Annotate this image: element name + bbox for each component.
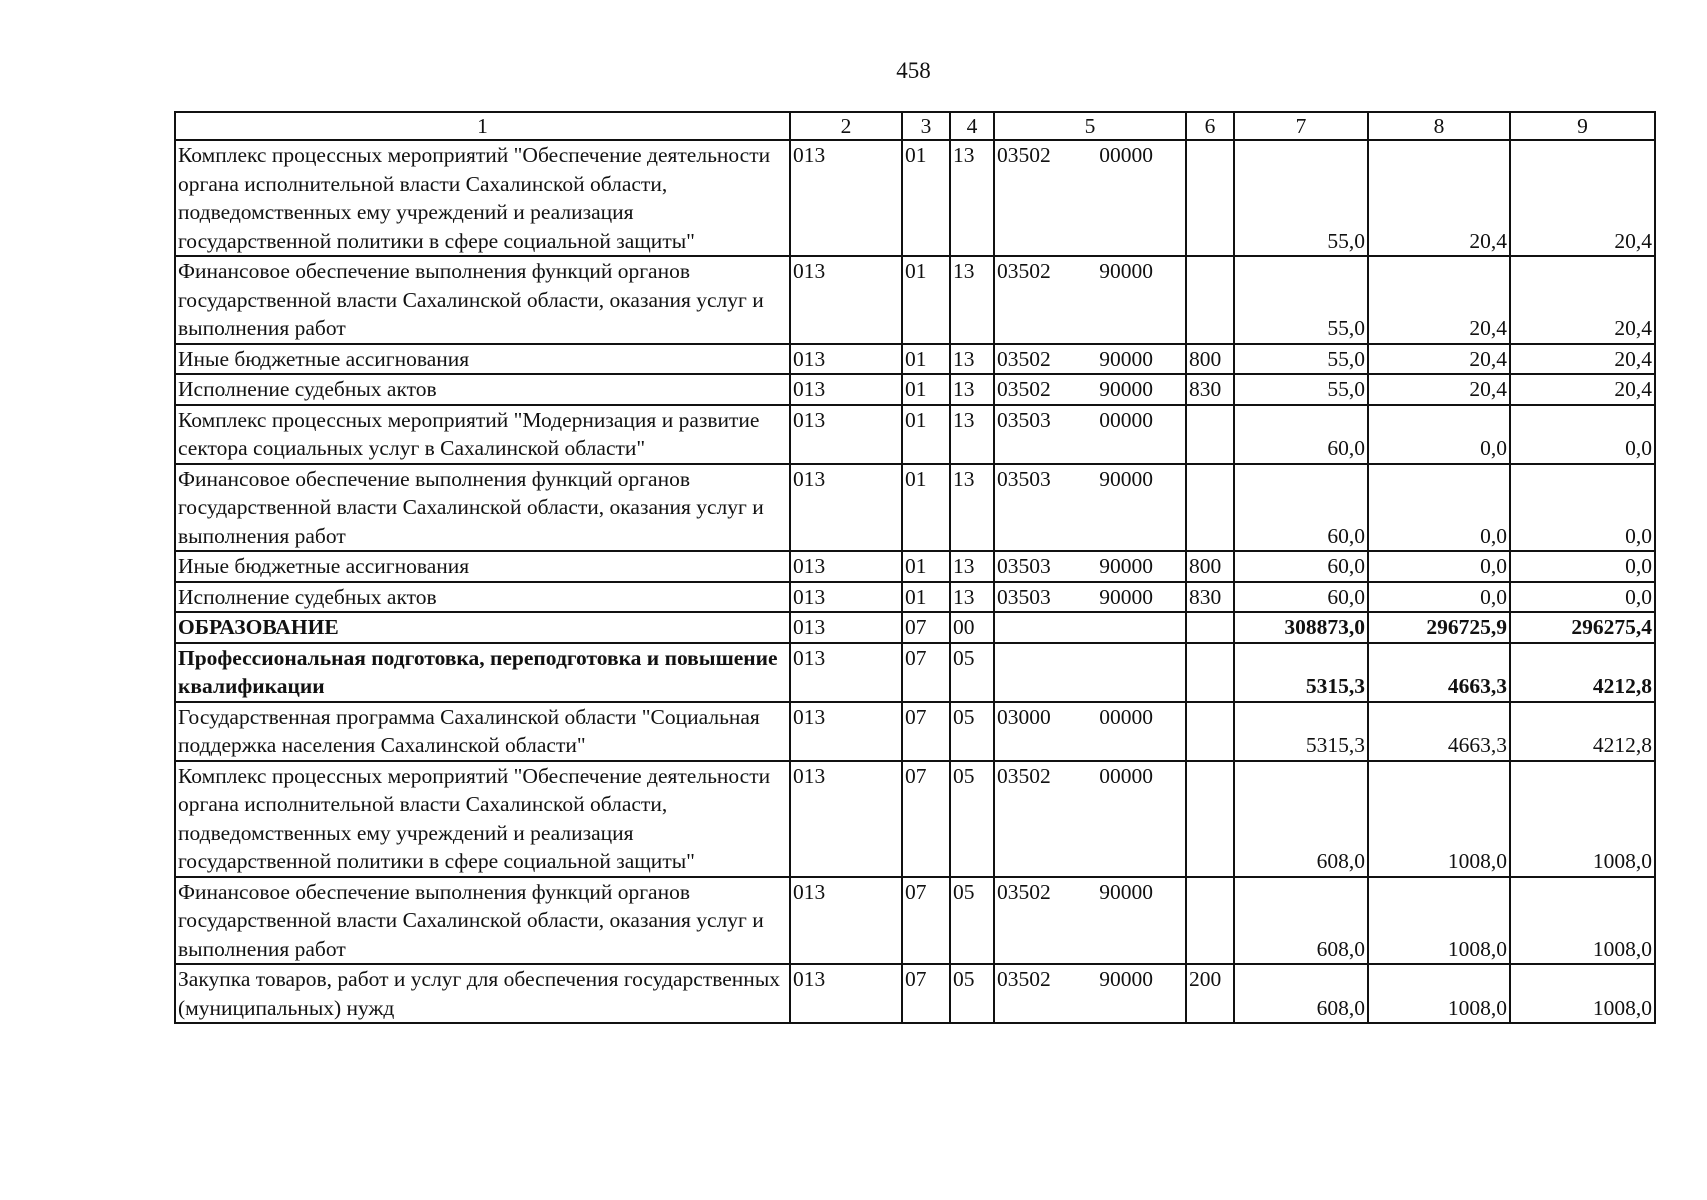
amount-col-7: 60,0 xyxy=(1234,582,1368,613)
amount-col-8: 0,0 xyxy=(1368,582,1510,613)
amount-col-9: 0,0 xyxy=(1510,405,1655,464)
target-article-code xyxy=(994,612,1186,643)
target-article-code xyxy=(994,140,1186,256)
target-article-program: 03503 xyxy=(997,466,1051,491)
expense-type-code xyxy=(1186,140,1234,256)
grbs-code: 013 xyxy=(790,877,902,965)
target-article-program: 03502 xyxy=(997,879,1051,904)
target-article-code xyxy=(994,964,1186,1023)
table-row xyxy=(175,702,1655,761)
subsection-code: 13 xyxy=(950,344,994,375)
table-row xyxy=(175,464,1655,552)
table-row xyxy=(175,140,1655,256)
grbs-code: 013 xyxy=(790,761,902,877)
expense-type-code xyxy=(1186,702,1234,761)
table-row xyxy=(175,344,1655,375)
subsection-code: 13 xyxy=(950,374,994,405)
target-article-direction: 90000 xyxy=(1099,466,1153,491)
row-name: Исполнение судебных актов xyxy=(175,582,790,613)
amount-col-8: 0,0 xyxy=(1368,464,1510,552)
grbs-code: 013 xyxy=(790,612,902,643)
section-code: 01 xyxy=(902,256,950,344)
row-name: Иные бюджетные ассигнования xyxy=(175,551,790,582)
section-code: 01 xyxy=(902,551,950,582)
target-article-code xyxy=(994,551,1186,582)
target-article-code xyxy=(994,582,1186,613)
table-row xyxy=(175,582,1655,613)
amount-col-9: 0,0 xyxy=(1510,582,1655,613)
expense-type-code xyxy=(1186,256,1234,344)
amount-col-9: 20,4 xyxy=(1510,344,1655,375)
amount-col-9: 296275,4 xyxy=(1510,612,1655,643)
amount-col-7: 60,0 xyxy=(1234,405,1368,464)
target-article-direction: 90000 xyxy=(1099,584,1153,609)
section-code: 07 xyxy=(902,612,950,643)
expense-type-code xyxy=(1186,405,1234,464)
target-article-code xyxy=(994,761,1186,877)
table-row xyxy=(175,643,1655,702)
subsection-code: 05 xyxy=(950,702,994,761)
amount-col-8: 20,4 xyxy=(1368,256,1510,344)
target-article-program: 03502 xyxy=(997,143,1051,167)
section-code: 07 xyxy=(902,964,950,1023)
amount-col-9: 0,0 xyxy=(1510,464,1655,552)
grbs-code: 013 xyxy=(790,374,902,405)
target-article-code xyxy=(994,877,1186,965)
amount-col-7: 308873,0 xyxy=(1234,612,1368,643)
amount-col-8: 1008,0 xyxy=(1368,964,1510,1023)
expense-type-code: 830 xyxy=(1186,374,1234,405)
column-header: 1 xyxy=(175,112,790,140)
row-name: Финансовое обеспечение выполнения функций органов государственной власти Сахалинской области, оказания услуг и выполнения работ xyxy=(175,464,790,552)
table-row xyxy=(175,761,1655,877)
amount-col-8: 20,4 xyxy=(1368,140,1510,256)
amount-col-7: 5315,3 xyxy=(1234,702,1368,761)
amount-col-9: 20,4 xyxy=(1510,256,1655,344)
subsection-code: 13 xyxy=(950,256,994,344)
target-article-code xyxy=(994,405,1186,464)
budget-table xyxy=(174,111,1656,1024)
target-article-program: 03503 xyxy=(997,407,1051,432)
target-article-program: 03503 xyxy=(997,584,1051,609)
expense-type-code xyxy=(1186,877,1234,965)
table-row xyxy=(175,964,1655,1023)
amount-col-8: 4663,3 xyxy=(1368,643,1510,702)
amount-col-7: 60,0 xyxy=(1234,551,1368,582)
subsection-code: 13 xyxy=(950,582,994,613)
expense-type-code xyxy=(1186,643,1234,702)
table-row xyxy=(175,551,1655,582)
expense-type-code: 830 xyxy=(1186,582,1234,613)
column-header: 4 xyxy=(950,112,994,140)
target-article-code xyxy=(994,643,1186,702)
expense-type-code xyxy=(1186,464,1234,552)
amount-col-9: 4212,8 xyxy=(1510,702,1655,761)
target-article-direction: 90000 xyxy=(1099,879,1153,904)
target-article-program: 03502 xyxy=(997,346,1051,371)
target-article-direction: 00000 xyxy=(1099,407,1153,432)
row-name: Комплекс процессных мероприятий "Обеспечение деятельности органа исполнительной власти Сахалинской области, подведомственных ему учреждений и реализация государственной политики в сфере социальной защиты" xyxy=(175,761,790,877)
expense-type-code: 200 xyxy=(1186,964,1234,1023)
target-article-direction: 90000 xyxy=(1099,377,1153,401)
subsection-code: 05 xyxy=(950,643,994,702)
amount-col-7: 55,0 xyxy=(1234,140,1368,256)
subsection-code: 13 xyxy=(950,464,994,552)
target-article-program: 03502 xyxy=(997,763,1051,788)
target-article-program: 03503 xyxy=(997,554,1051,578)
amount-col-8: 1008,0 xyxy=(1368,877,1510,965)
amount-col-9: 20,4 xyxy=(1510,140,1655,256)
section-code: 01 xyxy=(902,374,950,405)
target-article-direction: 90000 xyxy=(1099,967,1153,991)
target-article-code xyxy=(994,344,1186,375)
column-header: 9 xyxy=(1510,112,1655,140)
target-article-program: 03502 xyxy=(997,967,1051,991)
row-name: Комплекс процессных мероприятий "Обеспечение деятельности органа исполнительной власти Сахалинской области, подведомственных ему учреждений и реализация государственной политики в сфере социальной защиты" xyxy=(175,140,790,256)
grbs-code: 013 xyxy=(790,344,902,375)
grbs-code: 013 xyxy=(790,551,902,582)
target-article-direction: 90000 xyxy=(1099,346,1153,371)
amount-col-9: 0,0 xyxy=(1510,551,1655,582)
grbs-code: 013 xyxy=(790,582,902,613)
section-code: 01 xyxy=(902,464,950,552)
target-article-program: 03502 xyxy=(997,377,1051,401)
table-header-row xyxy=(175,112,1655,140)
amount-col-8: 296725,9 xyxy=(1368,612,1510,643)
target-article-direction: 00000 xyxy=(1099,704,1153,729)
amount-col-8: 0,0 xyxy=(1368,551,1510,582)
target-article-code xyxy=(994,256,1186,344)
section-code: 01 xyxy=(902,344,950,375)
subsection-code: 13 xyxy=(950,551,994,582)
target-article-direction: 90000 xyxy=(1099,554,1153,578)
amount-col-8: 0,0 xyxy=(1368,405,1510,464)
section-code: 01 xyxy=(902,405,950,464)
target-article-program: 03502 xyxy=(997,259,1051,283)
column-header: 3 xyxy=(902,112,950,140)
table-row xyxy=(175,374,1655,405)
target-article-direction: 90000 xyxy=(1099,259,1153,283)
section-code: 07 xyxy=(902,643,950,702)
target-article-code xyxy=(994,702,1186,761)
section-code: 07 xyxy=(902,877,950,965)
row-name: Иные бюджетные ассигнования xyxy=(175,344,790,375)
amount-col-8: 20,4 xyxy=(1368,344,1510,375)
amount-col-7: 55,0 xyxy=(1234,256,1368,344)
row-name: Комплекс процессных мероприятий "Модернизация и развитие сектора социальных услуг в Сахалинской области" xyxy=(175,405,790,464)
section-code: 01 xyxy=(902,582,950,613)
target-article-direction: 00000 xyxy=(1099,763,1153,788)
amount-col-9: 1008,0 xyxy=(1510,877,1655,965)
amount-col-7: 608,0 xyxy=(1234,877,1368,965)
subsection-code: 05 xyxy=(950,761,994,877)
subsection-code: 05 xyxy=(950,877,994,965)
section-code: 01 xyxy=(902,140,950,256)
table-row xyxy=(175,405,1655,464)
grbs-code: 013 xyxy=(790,964,902,1023)
subsection-code: 00 xyxy=(950,612,994,643)
table-row xyxy=(175,877,1655,965)
section-code: 07 xyxy=(902,761,950,877)
target-article-code xyxy=(994,464,1186,552)
table-row xyxy=(175,256,1655,344)
amount-col-7: 60,0 xyxy=(1234,464,1368,552)
amount-col-8: 1008,0 xyxy=(1368,761,1510,877)
column-header: 6 xyxy=(1186,112,1234,140)
expense-type-code: 800 xyxy=(1186,551,1234,582)
row-name: Закупка товаров, работ и услуг для обеспечения государственных (муниципальных) нужд xyxy=(175,964,790,1023)
grbs-code: 013 xyxy=(790,405,902,464)
row-name: Финансовое обеспечение выполнения функций органов государственной власти Сахалинской области, оказания услуг и выполнения работ xyxy=(175,256,790,344)
row-name: ОБРАЗОВАНИЕ xyxy=(175,612,790,643)
section-code: 07 xyxy=(902,702,950,761)
target-article-direction: 00000 xyxy=(1099,143,1153,167)
amount-col-8: 20,4 xyxy=(1368,374,1510,405)
amount-col-7: 5315,3 xyxy=(1234,643,1368,702)
subsection-code: 13 xyxy=(950,140,994,256)
grbs-code: 013 xyxy=(790,256,902,344)
row-name: Исполнение судебных актов xyxy=(175,374,790,405)
amount-col-9: 1008,0 xyxy=(1510,761,1655,877)
row-name: Профессиональная подготовка, переподготовка и повышение квалификации xyxy=(175,643,790,702)
column-header: 7 xyxy=(1234,112,1368,140)
amount-col-8: 4663,3 xyxy=(1368,702,1510,761)
target-article-code xyxy=(994,374,1186,405)
expense-type-code xyxy=(1186,612,1234,643)
amount-col-9: 20,4 xyxy=(1510,374,1655,405)
amount-col-7: 608,0 xyxy=(1234,964,1368,1023)
row-name: Государственная программа Сахалинской области "Социальная поддержка населения Сахалинской области" xyxy=(175,702,790,761)
amount-col-7: 608,0 xyxy=(1234,761,1368,877)
row-name: Финансовое обеспечение выполнения функций органов государственной власти Сахалинской области, оказания услуг и выполнения работ xyxy=(175,877,790,965)
target-article-program: 03000 xyxy=(997,704,1051,729)
amount-col-9: 1008,0 xyxy=(1510,964,1655,1023)
grbs-code: 013 xyxy=(790,702,902,761)
grbs-code: 013 xyxy=(790,140,902,256)
expense-type-code xyxy=(1186,761,1234,877)
grbs-code: 013 xyxy=(790,464,902,552)
table-row xyxy=(175,612,1655,643)
page-number: 458 xyxy=(896,58,931,83)
grbs-code: 013 xyxy=(790,643,902,702)
column-header: 2 xyxy=(790,112,902,140)
column-header: 5 xyxy=(994,112,1186,140)
amount-col-7: 55,0 xyxy=(1234,344,1368,375)
subsection-code: 13 xyxy=(950,405,994,464)
expense-type-code: 800 xyxy=(1186,344,1234,375)
subsection-code: 05 xyxy=(950,964,994,1023)
amount-col-7: 55,0 xyxy=(1234,374,1368,405)
column-header: 8 xyxy=(1368,112,1510,140)
amount-col-9: 4212,8 xyxy=(1510,643,1655,702)
